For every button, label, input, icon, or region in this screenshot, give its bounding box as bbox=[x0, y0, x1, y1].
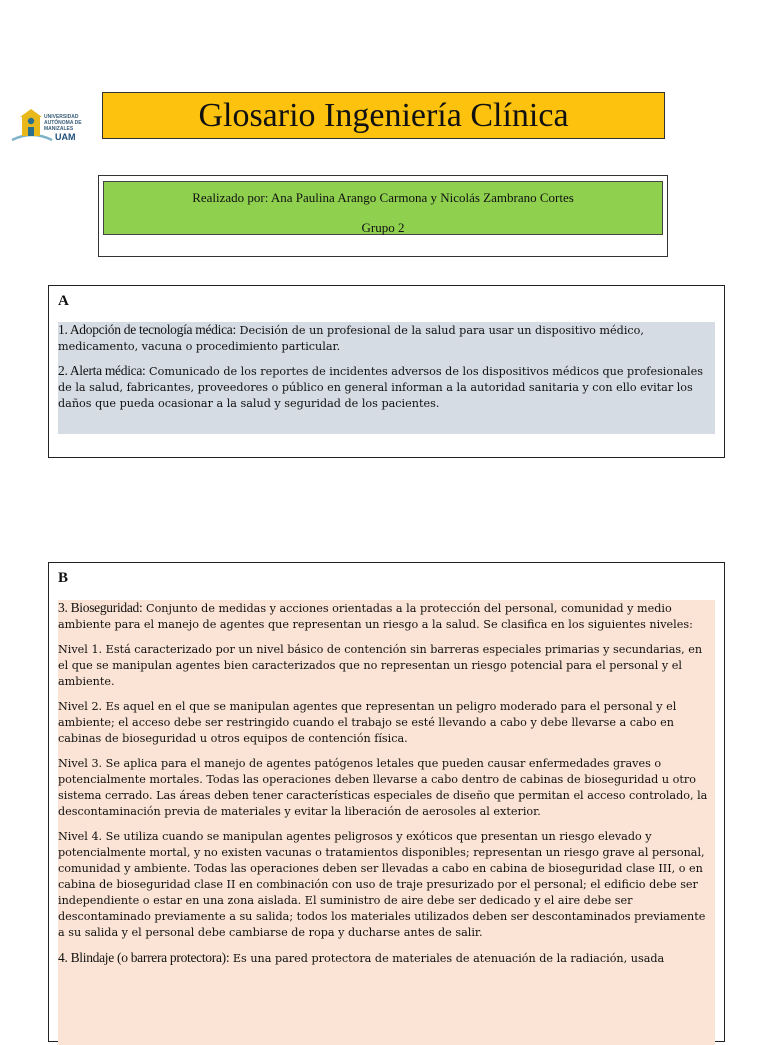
entry-term: 3. Bioseguridad: bbox=[58, 600, 143, 615]
entry-term: 1. Adopción de tecnología médica: bbox=[58, 322, 236, 337]
entry-definition: Comunicado de los reportes de incidentes adversos de los dispositivos médicos que profesionales de la salud, fabricantes, proveedores o público en general informan a la autoridad sanitaria y con ello evitar los daños que pueda ocasionar a la salud y seguridad de los pacientes. bbox=[58, 365, 703, 410]
entry-definition: Nivel 1. Está caracterizado por un nivel básico de contención sin barreras especiales primarias y secundarias, en el que se manipulan agentes bien caracterizados que no representan un riesgo potencial para el personal y el ambiente. bbox=[58, 643, 703, 688]
section-b-content bbox=[58, 600, 715, 1045]
authors-box bbox=[103, 181, 663, 235]
entry-definition: Es una pared protectora de materiales de atenuación de la radiación, usada bbox=[229, 952, 665, 965]
glossary-entry bbox=[58, 363, 715, 412]
authors-text: Realizado por: Ana Paulina Arango Carmona y Nicolás Zambrano Cortes bbox=[192, 190, 574, 205]
glossary-section-b bbox=[48, 562, 725, 1042]
glossary-entry bbox=[58, 322, 715, 355]
entry-definition: Nivel 3. Se aplica para el manejo de agentes patógenos letales que pueden causar enfermedades graves o potencialmente mortales. Todas las operaciones deben llevarse a cabo dentro de cabinas de bioseguridad u otro sistema cerrado. Las áreas deben tener características especiales de diseño que permitan el acceso controlado, la descontaminación previa de materiales y evitar la liberación de aerosoles al exterior. bbox=[58, 757, 708, 818]
glossary-section-a bbox=[48, 285, 725, 458]
section-letter: A bbox=[58, 293, 69, 309]
section-a-content bbox=[58, 322, 715, 434]
glossary-entry bbox=[58, 600, 715, 633]
entry-definition: Decisión de un profesional de la salud para usar un dispositivo médico, medicamento, vacuna o procedimiento particular. bbox=[58, 324, 644, 353]
logo-text-line: AUTÓNOMA DE bbox=[44, 120, 82, 126]
group-text: Grupo 2 bbox=[361, 220, 405, 235]
authors-frame bbox=[98, 175, 668, 257]
document-title: Glosario Ingeniería Clínica bbox=[198, 96, 569, 134]
entry-term: 4. Blindaje (o barrera protectora): bbox=[58, 950, 230, 965]
glossary-level bbox=[58, 642, 715, 690]
university-logo bbox=[10, 104, 90, 144]
entry-definition: Conjunto de medidas y acciones orientadas a la protección del personal, comunidad y medio ambiente para el manejo de agentes que representan un riesgo a la salud. Se clasifica en los siguientes niveles: bbox=[58, 602, 693, 631]
glossary-entry bbox=[58, 950, 715, 967]
glossary-level bbox=[58, 829, 715, 941]
document-title-box bbox=[102, 92, 665, 139]
section-letter: B bbox=[58, 570, 69, 586]
uam-logo-icon bbox=[10, 104, 90, 144]
glossary-level bbox=[58, 699, 715, 747]
logo-text-line: UNIVERSIDAD bbox=[44, 114, 79, 120]
logo-text-line: MANIZALES bbox=[44, 126, 74, 132]
logo-text-line: UAM bbox=[55, 132, 76, 142]
entry-definition: Nivel 2. Es aquel en el que se manipulan agentes que representan un peligro moderado para el personal y el ambiente; el acceso debe ser restringido cuando el trabajo se esté llevando a cabo y debe llevarse a cabo en cabinas de bioseguridad u otros equipos de contención física. bbox=[58, 700, 677, 745]
glossary-level bbox=[58, 756, 715, 820]
entry-term: 2. Alerta médica: bbox=[58, 363, 146, 378]
entry-definition: Nivel 4. Se utiliza cuando se manipulan agentes peligrosos y exóticos que presentan un riesgo elevado y potencialmente mortal, y no existen vacunas o tratamientos disponibles; representan un riesgo grave al personal, comunidad y ambiente. Todas las operaciones deben ser llevadas a cabo en cabina de bioseguridad clase III, o en cabina de bioseguridad clase II en combinación con uso de traje presurizado por el personal; el edificio debe ser independiente o estar en una zona aislada. El suministro de aire debe ser dedicado y el aire debe ser descontaminado previamente a su salida; todos los materiales utilizados deben ser descontaminados previamente a su salida y el personal debe cambiarse de ropa y ducharse antes de salir. bbox=[58, 830, 706, 939]
